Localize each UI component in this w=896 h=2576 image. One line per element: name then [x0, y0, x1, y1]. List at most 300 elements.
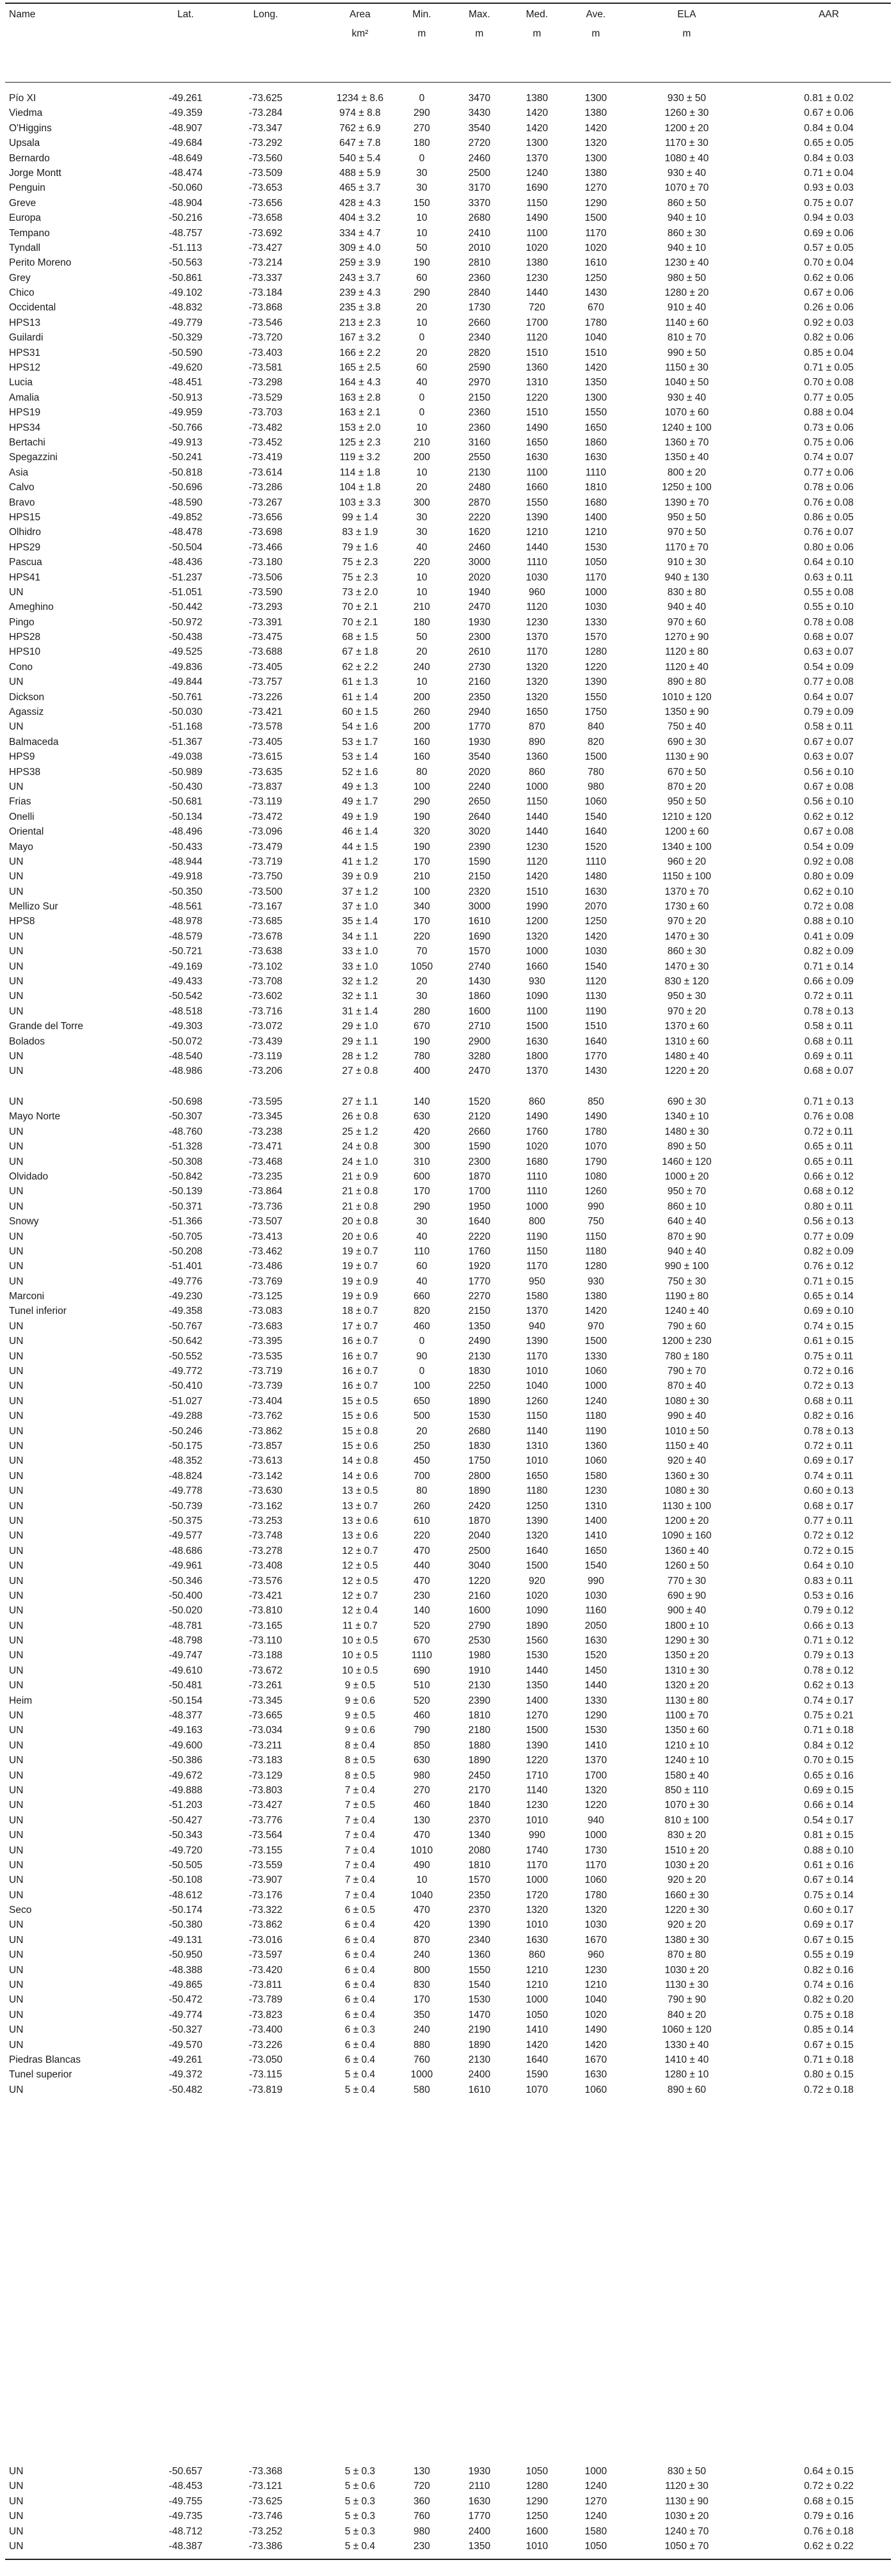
cell-med: 1580: [525, 1291, 548, 1302]
cell-ave: 1040: [584, 1994, 607, 2006]
cell-long: -73.155: [248, 1844, 283, 1856]
cell-ela: 1030 ± 20: [664, 1964, 709, 1976]
cell-min: 580: [413, 2084, 430, 2095]
cell-med: 1010: [525, 1814, 548, 1826]
cell-name: UN: [9, 1605, 24, 1617]
cell-aar: 0.60 ± 0.17: [804, 1905, 854, 1916]
table-row: [0, 1558, 896, 1573]
cell-med: 1320: [525, 931, 548, 942]
cell-ela: 810 ± 100: [664, 1814, 709, 1826]
table-row: [0, 719, 896, 734]
cell-long: -73.811: [249, 1980, 282, 1991]
cell-ave: 1440: [584, 1680, 607, 1692]
cell-max: 2340: [468, 1934, 491, 1946]
cell-ave: 1670: [584, 1934, 607, 1946]
cell-ela: 1070 ± 30: [664, 1800, 709, 1811]
cell-area: 41 ± 1.2: [342, 856, 378, 867]
cell-min: 200: [413, 721, 430, 733]
cell-ela: 1190 ± 80: [665, 1291, 708, 1302]
cell-aar: 0.80 ± 0.09: [804, 871, 854, 883]
cell-ela: 1410 ± 40: [664, 2054, 709, 2065]
cell-max: 2170: [468, 1784, 491, 1796]
cell-max: 2300: [468, 632, 491, 643]
cell-lat: -49.836: [168, 661, 203, 673]
cell-long: -73.439: [248, 1036, 283, 1047]
cell-med: 1280: [525, 2481, 548, 2492]
cell-min: 10: [416, 212, 428, 224]
cell-med: 1260: [525, 1395, 548, 1407]
cell-ave: 1500: [584, 751, 607, 763]
cell-ave: 1520: [584, 841, 607, 852]
cell-ela: 1130 ± 30: [665, 1980, 708, 1991]
table-row: [0, 1364, 896, 1379]
cell-long: -73.507: [248, 1216, 283, 1228]
cell-area: 11 ± 0.7: [342, 1620, 378, 1631]
cell-ave: 1070: [584, 1141, 607, 1153]
cell-area: 39 ± 0.9: [342, 871, 378, 883]
cell-ela: 1150 ± 30: [665, 362, 708, 374]
cell-ave: 1400: [584, 511, 607, 523]
cell-aar: 0.67 ± 0.07: [804, 736, 854, 748]
cell-ave: 1400: [584, 1515, 607, 1526]
cell-long: -73.421: [248, 1590, 283, 1601]
table-row: [0, 1229, 896, 1244]
cell-aar: 0.72 ± 0.16: [804, 1366, 854, 1377]
cell-lat: -48.561: [168, 901, 203, 913]
cell-max: 3540: [468, 751, 491, 763]
cell-ela: 930 ± 40: [667, 167, 707, 179]
cell-area: 99 ± 1.4: [342, 511, 378, 523]
cell-long: -73.486: [248, 1261, 283, 1272]
cell-ela: 780 ± 180: [664, 1350, 709, 1362]
cell-ave: 1230: [584, 1485, 607, 1497]
cell-lat: -50.060: [168, 182, 203, 194]
cell-ela: 1040 ± 50: [664, 377, 709, 388]
cell-min: 610: [413, 1515, 430, 1526]
cell-area: 15 ± 0.5: [342, 1395, 378, 1407]
cell-ave: 1700: [584, 1770, 607, 1781]
cell-lat: -50.030: [168, 707, 203, 718]
cell-aar: 0.55 ± 0.19: [804, 1949, 854, 1961]
cell-max: 1770: [468, 1276, 491, 1287]
table-row: [0, 1034, 896, 1049]
cell-ela: 830 ± 80: [667, 586, 707, 598]
cell-name: UN: [9, 946, 24, 957]
cell-name: Ameghino: [9, 602, 54, 613]
cell-name: UN: [9, 931, 24, 942]
cell-max: 1930: [468, 2466, 491, 2477]
cell-long: -73.129: [248, 1770, 283, 1781]
cell-ave: 1280: [584, 1261, 607, 1272]
cell-long: -73.614: [248, 467, 283, 478]
cell-aar: 0.64 ± 0.10: [804, 557, 854, 568]
cell-min: 30: [416, 1216, 428, 1228]
cell-ave: 850: [588, 1096, 604, 1107]
cell-long: -73.823: [248, 2009, 283, 2020]
cell-lat: -49.230: [168, 1291, 203, 1302]
cell-max: 2160: [468, 1590, 491, 1601]
cell-long: -73.500: [248, 886, 283, 897]
table-row: [0, 840, 896, 854]
cell-area: 6 ± 0.4: [344, 2039, 376, 2051]
cell-lat: -48.712: [168, 2525, 203, 2537]
cell-name: HPS31: [9, 347, 41, 358]
cell-area: 18 ± 0.7: [342, 1306, 378, 1317]
cell-ela: 790 ± 90: [667, 1994, 707, 2006]
cell-lat: -50.481: [168, 1680, 203, 1692]
cell-aar: 0.76 ± 0.08: [804, 497, 854, 508]
cell-med: 860: [529, 1096, 545, 1107]
cell-med: 1000: [525, 1994, 548, 2006]
cell-min: 980: [413, 1770, 430, 1781]
cell-max: 3000: [468, 901, 491, 913]
cell-max: 3540: [468, 122, 491, 134]
cell-min: 0: [419, 1366, 425, 1377]
cell-ela: 830 ± 120: [664, 976, 709, 988]
cell-ave: 820: [588, 736, 604, 748]
table-row: [0, 91, 896, 106]
cell-min: 100: [413, 781, 430, 792]
cell-ela: 1030 ± 20: [664, 1859, 709, 1871]
cell-area: 16 ± 0.7: [342, 1336, 378, 1347]
table-row: [0, 1259, 896, 1274]
cell-aar: 0.74 ± 0.15: [804, 1320, 854, 1332]
cell-min: 140: [413, 1096, 430, 1107]
cell-max: 2190: [468, 2024, 491, 2036]
cell-max: 2650: [468, 796, 491, 808]
cell-area: 62 ± 2.2: [342, 661, 378, 673]
cell-min: 980: [413, 2525, 430, 2537]
cell-min: 0: [419, 392, 425, 403]
cell-area: 167 ± 3.2: [339, 332, 381, 344]
cell-long: -73.602: [248, 991, 283, 1002]
cell-ave: 1060: [584, 1366, 607, 1377]
cell-ave: 1230: [584, 1964, 607, 1976]
cell-max: 2040: [468, 1530, 491, 1542]
cell-max: 1430: [468, 976, 491, 988]
cell-long: -73.368: [248, 2466, 283, 2477]
cell-ave: 1000: [584, 586, 607, 598]
table-row: [0, 1678, 896, 1693]
table-row: [0, 1274, 896, 1289]
cell-lat: -48.387: [168, 2540, 203, 2552]
cell-aar: 0.71 ± 0.05: [804, 362, 854, 374]
cell-lat: -50.442: [168, 602, 203, 613]
cell-ave: 1030: [584, 602, 607, 613]
cell-med: 1680: [525, 1156, 548, 1167]
cell-min: 270: [413, 122, 430, 134]
cell-min: 10: [416, 572, 428, 583]
table-row: [0, 1379, 896, 1393]
cell-area: 166 ± 2.2: [339, 347, 381, 358]
cell-name: UN: [9, 1366, 24, 1377]
cell-min: 50: [416, 632, 428, 643]
cell-long: -73.462: [248, 1245, 283, 1257]
table-row: [0, 255, 896, 270]
table-row: [0, 1184, 896, 1199]
cell-max: 1870: [468, 1515, 491, 1526]
cell-min: 100: [413, 1380, 430, 1392]
cell-min: 460: [413, 1320, 430, 1332]
cell-ave: 1240: [584, 1395, 607, 1407]
cell-min: 40: [416, 541, 428, 553]
cell-ela: 1000 ± 20: [664, 1171, 709, 1182]
cell-ave: 1000: [584, 1830, 607, 1841]
cell-area: 6 ± 0.4: [344, 2009, 376, 2020]
table-row: [0, 1574, 896, 1588]
table-row: [0, 271, 896, 285]
cell-min: 90: [416, 1350, 428, 1362]
cell-name: UN: [9, 1710, 24, 1722]
table-row: [0, 2494, 896, 2509]
cell-aar: 0.58 ± 0.11: [804, 1021, 854, 1032]
cell-long: -73.083: [248, 1306, 283, 1317]
cell-long: -73.472: [248, 811, 283, 822]
cell-long: -73.703: [248, 407, 283, 419]
cell-ela: 940 ± 10: [667, 212, 707, 224]
cell-max: 2460: [468, 541, 491, 553]
cell-max: 1870: [468, 1171, 491, 1182]
cell-name: UN: [9, 1156, 24, 1167]
cell-long: -73.615: [248, 751, 283, 763]
cell-name: Pío XI: [9, 93, 36, 104]
cell-ela: 960 ± 20: [667, 856, 707, 867]
cell-med: 1150: [526, 197, 548, 209]
cell-min: 220: [413, 931, 430, 942]
cell-area: 10 ± 0.5: [342, 1665, 378, 1676]
cell-lat: -50.482: [168, 2084, 203, 2095]
cell-long: -73.864: [248, 1186, 283, 1197]
cell-aar: 0.68 ± 0.07: [804, 1066, 854, 1077]
cell-long: -73.868: [248, 302, 283, 314]
cell-aar: 0.70 ± 0.04: [804, 257, 854, 269]
cell-min: 850: [413, 1740, 430, 1751]
cell-lat: -49.865: [168, 1980, 203, 1991]
cell-long: -73.188: [248, 1650, 283, 1661]
cell-ela: 930 ± 50: [667, 93, 707, 104]
cell-area: 7 ± 0.4: [344, 1889, 376, 1901]
table-row: [0, 1619, 896, 1633]
cell-min: 290: [413, 796, 430, 808]
cell-med: 1230: [525, 616, 548, 628]
cell-aar: 0.84 ± 0.12: [804, 1740, 854, 1751]
table-row: [0, 944, 896, 959]
cell-max: 1570: [468, 1875, 491, 1886]
cell-aar: 0.76 ± 0.07: [804, 527, 854, 538]
table-row: [0, 630, 896, 644]
cell-long: -73.590: [248, 586, 283, 598]
cell-lat: -50.681: [168, 796, 203, 808]
cell-area: 49 ± 1.9: [342, 811, 378, 822]
cell-area: 540 ± 5.4: [339, 152, 381, 164]
cell-area: 6 ± 0.4: [344, 1919, 376, 1931]
cell-long: -73.293: [248, 602, 283, 613]
cell-ela: 1130 ± 100: [662, 1500, 712, 1512]
table-row: [0, 375, 896, 390]
cell-lat: -50.246: [168, 1425, 203, 1437]
cell-min: 670: [413, 1021, 430, 1032]
cell-ela: 840 ± 20: [667, 2009, 707, 2020]
cell-area: 24 ± 1.0: [342, 1156, 378, 1167]
cell-max: 1940: [468, 586, 491, 598]
cell-ela: 950 ± 30: [667, 991, 707, 1002]
cell-area: 60 ± 1.5: [342, 707, 378, 718]
cell-area: 153 ± 2.0: [339, 422, 381, 433]
cell-name: UN: [9, 1336, 24, 1347]
cell-ela: 1360 ± 70: [664, 436, 709, 448]
cell-ave: 1030: [584, 946, 607, 957]
cell-aar: 0.72 ± 0.18: [804, 2084, 854, 2095]
cell-min: 20: [416, 347, 428, 358]
cell-long: -73.656: [248, 511, 283, 523]
cell-max: 2500: [468, 1545, 491, 1556]
cell-max: 1770: [468, 2511, 491, 2522]
cell-med: 1290: [525, 2495, 548, 2507]
cell-aar: 0.84 ± 0.03: [804, 152, 854, 164]
cell-ave: 1670: [584, 2054, 607, 2065]
cell-long: -73.672: [248, 1665, 283, 1676]
cell-med: 1320: [525, 1530, 548, 1542]
cell-area: 6 ± 0.4: [344, 1949, 376, 1961]
cell-ela: 1350 ± 90: [664, 707, 709, 718]
cell-name: UN: [9, 1380, 24, 1392]
cell-min: 290: [413, 287, 430, 299]
cell-ela: 1150 ± 40: [665, 1440, 708, 1452]
cell-ave: 2050: [584, 1620, 607, 1631]
cell-ave: 1610: [584, 257, 607, 269]
cell-long: -73.479: [248, 841, 283, 852]
cell-ela: 1100 ± 70: [665, 1710, 708, 1722]
cell-long: -73.403: [248, 347, 283, 358]
cell-med: 1370: [525, 152, 548, 164]
cell-med: 1020: [525, 1590, 548, 1601]
cell-aar: 0.79 ± 0.13: [804, 1650, 854, 1661]
cell-name: UN: [9, 1590, 24, 1601]
cell-area: 104 ± 1.8: [339, 482, 381, 493]
cell-area: 334 ± 4.7: [339, 227, 381, 239]
cell-name: UN: [9, 1800, 24, 1811]
cell-aar: 0.74 ± 0.16: [804, 1980, 854, 1991]
cell-aar: 0.63 ± 0.11: [804, 572, 854, 583]
cell-lat: -50.139: [168, 1186, 203, 1197]
cell-min: 670: [413, 1635, 430, 1647]
cell-lat: -50.739: [168, 1500, 203, 1512]
cell-med: 1140: [526, 1425, 548, 1437]
cell-max: 1610: [468, 2084, 491, 2095]
cell-med: 1300: [525, 138, 548, 149]
cell-name: UN: [9, 1545, 24, 1556]
cell-name: UN: [9, 1620, 24, 1631]
cell-med: 990: [529, 1830, 545, 1841]
table-row: [0, 644, 896, 659]
cell-min: 240: [413, 661, 430, 673]
cell-name: Heim: [9, 1695, 33, 1706]
cell-min: 160: [413, 736, 430, 748]
cell-med: 1010: [525, 1455, 548, 1467]
cell-min: 0: [419, 1336, 425, 1347]
cell-max: 2150: [468, 871, 491, 883]
cell-name: UN: [9, 1844, 24, 1856]
cell-lat: -48.496: [168, 826, 203, 838]
cell-max: 1350: [468, 2540, 491, 2552]
cell-max: 1890: [468, 1485, 491, 1497]
cell-lat: -50.989: [168, 766, 203, 778]
cell-max: 1750: [468, 1455, 491, 1467]
cell-area: 5 ± 0.3: [344, 2466, 376, 2477]
cell-min: 190: [413, 257, 430, 269]
cell-min: 870: [413, 1934, 430, 1946]
table-row: [0, 1304, 896, 1318]
cell-ela: 1580 ± 40: [664, 1770, 709, 1781]
cell-med: 1390: [525, 1740, 548, 1751]
cell-lat: -49.776: [168, 1276, 203, 1287]
cell-long: -73.803: [248, 1784, 283, 1796]
cell-min: 630: [413, 1755, 430, 1766]
cell-name: UN: [9, 1755, 24, 1766]
cell-area: 213 ± 2.3: [339, 317, 381, 328]
table-row: [0, 2038, 896, 2052]
cell-ela: 980 ± 50: [667, 272, 707, 284]
cell-long: -73.226: [248, 2039, 283, 2051]
cell-long: -73.819: [248, 2084, 283, 2095]
cell-lat: -50.350: [168, 886, 203, 897]
cell-ave: 970: [588, 1320, 604, 1332]
cell-min: 1050: [410, 961, 433, 972]
cell-max: 1390: [468, 1919, 491, 1931]
cell-area: 15 ± 0.6: [342, 1411, 378, 1422]
cell-aar: 0.76 ± 0.18: [804, 2525, 854, 2537]
cell-long: -73.427: [248, 242, 283, 253]
cell-max: 2840: [468, 287, 491, 299]
cell-min: 400: [413, 1066, 430, 1077]
table-row: [0, 899, 896, 914]
cell-ave: 1320: [584, 1784, 607, 1796]
cell-name: Piedras Blancas: [9, 2054, 81, 2065]
cell-aar: 0.55 ± 0.08: [804, 586, 854, 598]
cell-long: -73.419: [248, 452, 283, 463]
cell-ave: 1770: [584, 1051, 607, 1062]
cell-med: 1120: [526, 332, 548, 344]
cell-area: 7 ± 0.4: [344, 1784, 376, 1796]
cell-med: 1630: [525, 1036, 548, 1047]
cell-ela: 690 ± 90: [667, 1590, 707, 1601]
cell-area: 16 ± 0.7: [342, 1366, 378, 1377]
cell-med: 1000: [525, 1201, 548, 1212]
cell-aar: 0.61 ± 0.16: [804, 1859, 854, 1871]
table-row: [0, 1349, 896, 1364]
cell-area: 33 ± 1.0: [342, 946, 378, 957]
table-row: [0, 1484, 896, 1498]
cell-ela: 850 ± 110: [665, 1784, 708, 1796]
cell-max: 2150: [468, 392, 491, 403]
cell-med: 1510: [525, 347, 548, 358]
cell-med: 1210: [525, 1964, 548, 1976]
cell-max: 3040: [468, 1560, 491, 1572]
table-row: [0, 1888, 896, 1903]
cell-max: 3280: [468, 1051, 491, 1062]
cell-ela: 890 ± 80: [667, 676, 707, 688]
table-row: [0, 1469, 896, 1484]
cell-aar: 0.82 ± 0.09: [804, 1245, 854, 1257]
table-row: [0, 1588, 896, 1603]
cell-long: -73.235: [248, 1171, 283, 1182]
cell-max: 2660: [468, 317, 491, 328]
cell-med: 1270: [525, 1710, 548, 1722]
cell-name: UN: [9, 961, 24, 972]
cell-ela: 1210 ± 120: [662, 811, 712, 822]
cell-name: UN: [9, 1949, 24, 1961]
cell-name: Pingo: [9, 616, 35, 628]
